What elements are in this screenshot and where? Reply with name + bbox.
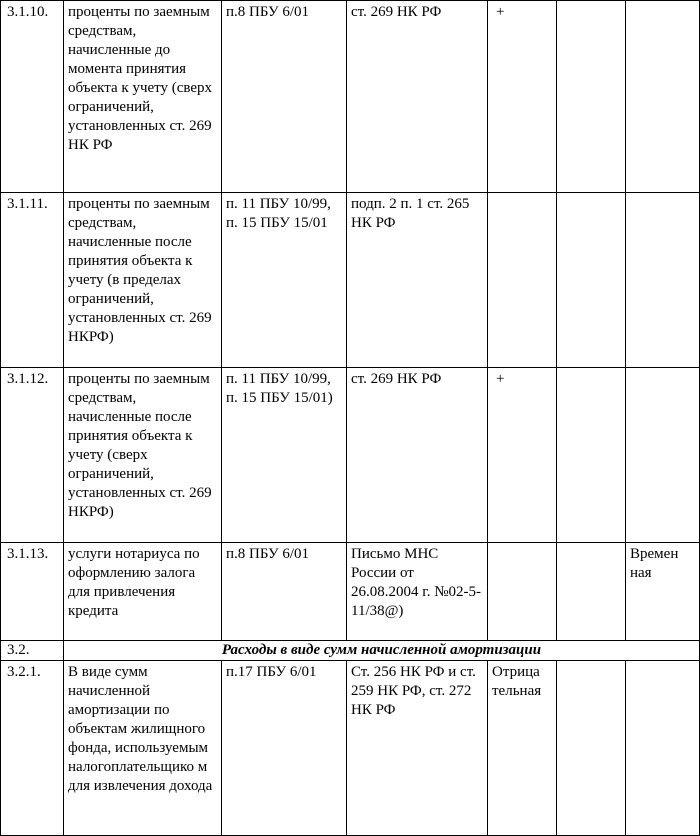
tax-code-reference: ст. 269 НК РФ [347,368,488,543]
pbu-reference: п.8 ПБУ 6/01 [222,1,347,193]
empty-cell [557,1,626,193]
difference-type: Отрица тельная [488,661,557,836]
expense-description: проценты по заемным средствам, начисленные до момента принятия объекта к учету (сверх ограничений, установленных ст. 269 НК РФ [64,1,222,193]
difference-mark [488,193,557,368]
tax-code-reference: Письмо МНС России от 26.08.2004 г. №02-5-11/38@) [347,543,488,641]
empty-cell [557,368,626,543]
expense-description: проценты по заемным средствам, начисленные после принятия объекта к учету (в пределах ограничений, установленных ст. 269 НКРФ) [64,193,222,368]
difference-mark: + [488,368,557,543]
row-number: 3.2.1. [1,661,64,836]
difference-mark: + [488,1,557,193]
tax-code-reference: Ст. 256 НК РФ и ст. 259 НК РФ, ст. 272 НК РФ [347,661,488,836]
tax-code-reference: подп. 2 п. 1 ст. 265 НК РФ [347,193,488,368]
empty-cell [557,543,626,641]
empty-cell [557,193,626,368]
pbu-reference: п. 11 ПБУ 10/99, п. 15 ПБУ 15/01 [222,193,347,368]
table-row [1,661,700,836]
expense-description: В виде сумм начисленной амортизации по объектам жилищного фонда, используемым налогоплательщико м для извлечения дохода [64,661,222,836]
empty-cell [626,661,700,836]
table-row [1,543,700,641]
table-row [1,368,700,543]
table-row [1,193,700,368]
difference-type: Времен ная [626,543,700,641]
pbu-reference: п.8 ПБУ 6/01 [222,543,347,641]
section-title: Расходы в виде сумм начисленной амортизации [64,641,700,661]
empty-cell [557,661,626,836]
table-row [1,1,700,193]
difference-type [626,193,700,368]
row-number: 3.1.10. [1,1,64,193]
tax-code-reference: ст. 269 НК РФ [347,1,488,193]
expense-description: проценты по заемным средствам, начисленные после принятия объекта к учету (сверх ограничений, установленных ст. 269 НКРФ) [64,368,222,543]
section-header-row [1,641,700,661]
expense-description: услуги нотариуса по оформлению залога для привлечения кредита [64,543,222,641]
difference-type [626,1,700,193]
pbu-reference: п. 11 ПБУ 10/99, п. 15 ПБУ 15/01) [222,368,347,543]
row-number: 3.1.13. [1,543,64,641]
difference-mark [488,543,557,641]
pbu-reference: п.17 ПБУ 6/01 [222,661,347,836]
row-number: 3.1.12. [1,368,64,543]
section-number: 3.2. [1,641,64,661]
difference-type [626,368,700,543]
row-number: 3.1.11. [1,193,64,368]
